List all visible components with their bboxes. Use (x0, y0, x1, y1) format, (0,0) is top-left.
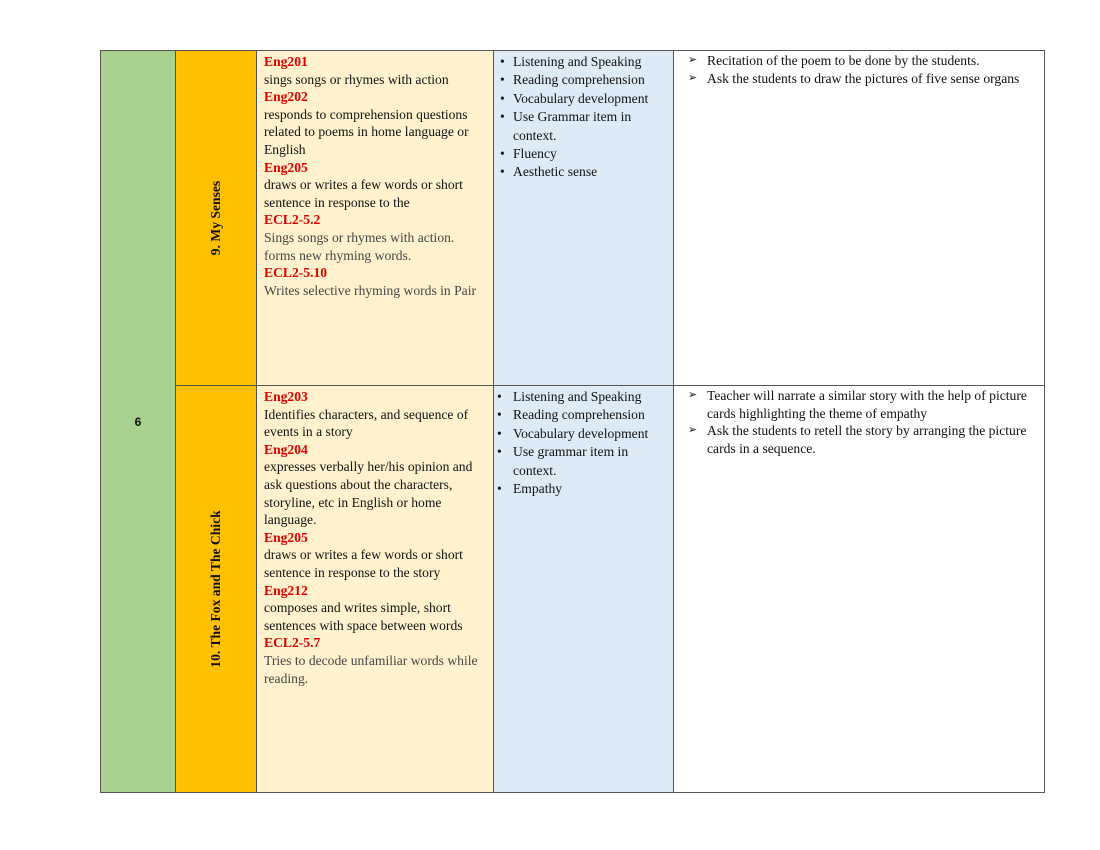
skill-item: • Listening and Speaking (498, 388, 669, 406)
outcome-code: ECL2-5.2 (264, 212, 321, 228)
skill-item: • Empathy (498, 480, 669, 498)
lesson-title: 10. The Fox and The Chick (208, 510, 223, 668)
grade-cell (100, 50, 176, 793)
outcome-code: Eng205 (264, 159, 308, 175)
outcome-text: composes and writes simple, short sentences with space between words (264, 600, 463, 633)
outcome-text: Identifies characters, and sequence of events in a story (264, 406, 469, 440)
activity-item: ➢ Teacher will narrate a similar story with the help of picture cards highlighting the theme of empathy (688, 387, 1038, 422)
activities-cell (673, 385, 1045, 793)
activities-cell (673, 50, 1045, 386)
outcome-code: Eng212 (264, 582, 308, 598)
outcome-code: ECL2-5.10 (264, 265, 328, 281)
skills-list (498, 388, 669, 498)
skill-item: • Vocabulary development (498, 425, 669, 443)
outcome-text: Tries to decode unfamiliar words while reading. (264, 652, 478, 686)
outcome-code: Eng205 (264, 529, 308, 545)
learning-outcomes-cell (256, 50, 494, 386)
activities-list (688, 387, 1038, 457)
outcome-text: draws or writes a few words or short sentence in response to the (264, 177, 463, 210)
skill-item: • Vocabulary development (498, 90, 669, 108)
skill-item: • Use Grammar item in context. (498, 108, 669, 145)
skills-cell (493, 50, 674, 386)
skill-item: • Fluency (498, 145, 669, 163)
outcome-text: Sings songs or rhymes with action. forms new rhyming words. (264, 229, 455, 263)
outcome-text: expresses verbally her/his opinion and ask questions about the characters, storyline, etc in English or home language. (264, 459, 473, 528)
outcome-text: Writes selective rhyming words in Pair (264, 282, 476, 298)
skills-cell (493, 385, 674, 793)
skill-item: • Aesthetic sense (498, 163, 669, 181)
skill-item: • Listening and Speaking (498, 53, 669, 71)
activity-item: ➢ Ask the students to draw the pictures of five sense organs (688, 70, 1038, 88)
outcome-code: ECL2-5.7 (264, 635, 321, 651)
learning-outcomes-cell (256, 385, 494, 793)
skills-list (498, 53, 669, 182)
skill-item: • Use grammar item in context. (498, 443, 669, 480)
activities-list (688, 52, 1038, 87)
outcome-text: responds to comprehension questions related to poems in home language or English (264, 106, 469, 157)
activity-item: ➢ Ask the students to retell the story by arranging the picture cards in a sequence. (688, 422, 1038, 457)
outcome-text: draws or writes a few words or short sentence in response to the story (264, 547, 463, 580)
outcome-text: sings songs or rhymes with action (264, 71, 449, 87)
grade-number: 6 (134, 414, 142, 429)
skill-item: • Reading comprehension (498, 406, 669, 424)
skill-item: • Reading comprehension (498, 71, 669, 89)
lesson-title: 9. My Senses (208, 180, 223, 256)
outcome-code: Eng201 (264, 54, 308, 69)
lesson-title-cell (175, 50, 257, 386)
outcome-code: Eng204 (264, 441, 308, 457)
outcome-code: Eng203 (264, 389, 308, 404)
lesson-title-cell (175, 385, 257, 793)
outcome-code: Eng202 (264, 89, 308, 105)
activity-item: ➢ Recitation of the poem to be done by the students. (688, 52, 1038, 70)
